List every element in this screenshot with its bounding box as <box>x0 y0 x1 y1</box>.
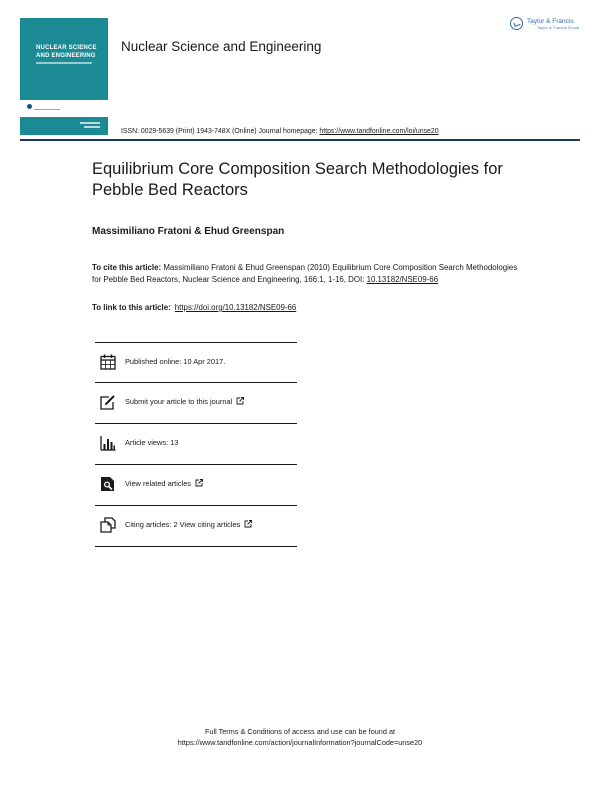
publisher-group-text: Taylor & Francis Group <box>537 26 580 30</box>
header-divider <box>20 139 580 141</box>
footer-terms-text: Full Terms & Conditions of access and use can be found at <box>204 727 396 736</box>
citation-doi-link[interactable]: 10.13182/NSE09-66 <box>366 274 439 284</box>
info-row-related[interactable] <box>95 465 297 506</box>
journal-cover-thumbnail <box>20 18 108 135</box>
citation-label: To cite this article: <box>92 263 162 272</box>
issn-line <box>121 128 439 135</box>
submit-article-label: Submit your article to this journal <box>125 397 233 406</box>
article-views-text: Article views: 13 <box>125 438 179 447</box>
publisher-logo[interactable] <box>510 17 580 37</box>
publisher-logo-text: Taylor & Francis <box>527 18 574 25</box>
calendar-icon <box>100 354 116 370</box>
journal-name: Nuclear Science and Engineering <box>121 39 322 54</box>
citing-articles-icon <box>100 517 116 533</box>
cover-subtitle-line <box>36 62 92 64</box>
cover-detail-line <box>84 126 100 128</box>
article-info-list <box>95 342 297 547</box>
submit-article-link[interactable] <box>125 397 244 406</box>
info-row-submit[interactable] <box>95 383 297 424</box>
cover-title: NUCLEAR SCIENCE AND ENGINEERING <box>36 45 97 59</box>
cover-logo-icon <box>27 104 32 109</box>
bar-chart-icon <box>100 435 116 451</box>
article-authors: Massimiliano Fratoni & Ehud Greenspan <box>92 226 285 237</box>
external-link-icon <box>195 479 203 487</box>
article-title: Equilibrium Core Composition Search Methodologies for Pebble Bed Reactors <box>92 160 503 199</box>
external-link-icon <box>236 397 244 405</box>
citation-text: Massimiliano Fratoni & Ehud Greenspan (2010) Equilibrium Core Composition Search Methodologies for Pebble Bed Reactors, Nuclear Science and Engineering, 166:1, 1-16, DOI: <box>92 263 518 284</box>
citing-articles-label: Citing articles: 2 View citing articles <box>125 520 241 529</box>
info-row-citing[interactable] <box>95 506 297 547</box>
journal-homepage-link[interactable]: https://www.tandfonline.com/loi/unse20 <box>319 128 439 135</box>
edit-icon <box>100 394 116 410</box>
article-link-label: To link to this article: <box>92 303 171 312</box>
issn-text: ISSN: 0029-5639 (Print) 1943-748X (Online) Journal homepage: <box>121 128 320 135</box>
view-related-articles-link[interactable] <box>125 479 203 488</box>
publisher-logo-icon <box>510 17 523 30</box>
citation-block <box>92 262 522 285</box>
related-search-icon <box>100 476 116 492</box>
article-doi-url[interactable]: https://doi.org/10.13182/NSE09-66 <box>174 303 297 312</box>
info-row-views <box>95 424 297 465</box>
footer-terms <box>100 727 500 748</box>
published-date-text: Published online: 10 Apr 2017. <box>125 357 226 366</box>
article-link-line <box>92 303 296 312</box>
cover-detail-line <box>80 122 100 124</box>
info-row-published <box>95 342 297 383</box>
external-link-icon <box>244 520 252 528</box>
cover-logo-line <box>34 109 60 110</box>
footer-terms-link[interactable]: https://www.tandfonline.com/action/journalInformation?journalCode=unse20 <box>177 737 423 747</box>
citing-articles-link[interactable] <box>125 520 252 529</box>
related-articles-label: View related articles <box>125 479 191 488</box>
